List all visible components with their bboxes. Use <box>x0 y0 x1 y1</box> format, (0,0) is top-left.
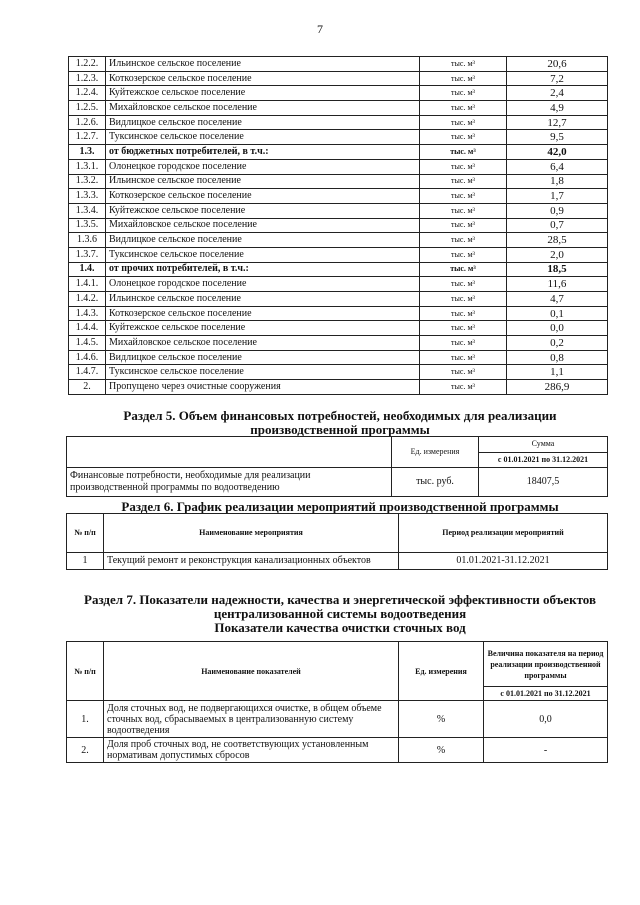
row-name: Коткозерское сельское поселение <box>106 189 420 204</box>
t3-header-num: № п/п <box>67 514 104 553</box>
row-number: 1.2.3. <box>69 71 106 86</box>
section7-subtitle: Показатели качества очистки сточных вод <box>214 620 466 635</box>
row-value: 2,4 <box>507 86 608 101</box>
row-number: 1.3.5. <box>69 218 106 233</box>
table-row <box>69 145 608 160</box>
row-number: 1.4.1. <box>69 277 106 292</box>
row-name: от прочих потребителей, в т.ч.: <box>106 262 420 277</box>
row-unit: тыс. м³ <box>420 350 507 365</box>
row-number: 1.2.2. <box>69 57 106 72</box>
row-value: 1,1 <box>507 365 608 380</box>
row-name: Коткозерское сельское поселение <box>106 306 420 321</box>
row-value: 0,2 <box>507 336 608 351</box>
row-name: Туксинское сельское поселение <box>106 130 420 145</box>
t4-row2-num: 2. <box>67 738 104 763</box>
row-number: 1.3.7. <box>69 247 106 262</box>
t2-header-unit: Ед. измерения <box>392 437 479 468</box>
row-value: 4,9 <box>507 101 608 116</box>
section7-title <box>60 593 620 635</box>
row-name: Видлицкое сельское поселение <box>106 115 420 130</box>
row-unit: тыс. м³ <box>420 306 507 321</box>
row-unit: тыс. м³ <box>420 174 507 189</box>
row-unit: тыс. м³ <box>420 189 507 204</box>
row-number: 1.4.7. <box>69 365 106 380</box>
t2-row-unit: тыс. руб. <box>392 468 479 497</box>
row-name: Видлицкое сельское поселение <box>106 350 420 365</box>
table-row <box>69 321 608 336</box>
row-unit: тыс. м³ <box>420 159 507 174</box>
t4-header-name: Наименование показателей <box>104 642 399 701</box>
row-value: 4,7 <box>507 292 608 307</box>
row-number: 1.4.4. <box>69 321 106 336</box>
t3-header-period: Период реализации мероприятий <box>399 514 608 553</box>
row-unit: тыс. м³ <box>420 71 507 86</box>
row-number: 1.2.7. <box>69 130 106 145</box>
row-unit: тыс. м³ <box>420 365 507 380</box>
row-value: 1,7 <box>507 189 608 204</box>
table-row <box>69 247 608 262</box>
row-unit: тыс. м³ <box>420 292 507 307</box>
row-value: 11,6 <box>507 277 608 292</box>
row-value: 18,5 <box>507 262 608 277</box>
row-value: 0,9 <box>507 203 608 218</box>
row-name: Ильинское сельское поселение <box>106 57 420 72</box>
row-value: 0,0 <box>507 321 608 336</box>
row-number: 1.4.6. <box>69 350 106 365</box>
row-name: Видлицкое сельское поселение <box>106 233 420 248</box>
row-name: Олонецкое городское поселение <box>106 277 420 292</box>
table-row <box>69 130 608 145</box>
financial-needs-table <box>66 436 608 497</box>
section5-title-line1: Раздел 5. Объем финансовых потребностей, необходимых для реализации <box>123 408 557 423</box>
row-value: 9,5 <box>507 130 608 145</box>
table-row <box>69 115 608 130</box>
row-name: Куйтежское сельское поселение <box>106 203 420 218</box>
table-row <box>69 218 608 233</box>
quality-indicators-table <box>66 641 608 763</box>
table-row <box>69 233 608 248</box>
t4-row2-name: Доля проб сточных вод, не соответствующих установленным нормативам допустимых сбросов <box>104 738 399 763</box>
table-row <box>69 365 608 380</box>
table-row <box>69 292 608 307</box>
row-number: 1.4.2. <box>69 292 106 307</box>
row-number: 1.3.6 <box>69 233 106 248</box>
row-unit: тыс. м³ <box>420 203 507 218</box>
t4-row1-value: 0,0 <box>484 701 608 738</box>
t4-header-unit: Ед. измерения <box>399 642 484 701</box>
row-name: Ильинское сельское поселение <box>106 292 420 307</box>
table-row <box>69 277 608 292</box>
row-unit: тыс. м³ <box>420 218 507 233</box>
table-row <box>69 101 608 116</box>
row-value: 28,5 <box>507 233 608 248</box>
table-row <box>69 71 608 86</box>
row-number: 1.4.3. <box>69 306 106 321</box>
row-name: от бюджетных потребителей, в т.ч.: <box>106 145 420 160</box>
row-name: Михайловское сельское поселение <box>106 101 420 116</box>
row-number: 1.3.2. <box>69 174 106 189</box>
t3-row-name: Текущий ремонт и реконструкция канализационных объектов <box>104 553 399 570</box>
row-value: 7,2 <box>507 71 608 86</box>
row-value: 0,8 <box>507 350 608 365</box>
row-name: Ильинское сельское поселение <box>106 174 420 189</box>
table-row <box>69 159 608 174</box>
row-unit: тыс. м³ <box>420 336 507 351</box>
t4-header-value: Величина показателя на период реализации производственной программы <box>484 642 608 687</box>
row-unit: тыс. м³ <box>420 321 507 336</box>
row-unit: тыс. м³ <box>420 262 507 277</box>
row-unit: тыс. м³ <box>420 115 507 130</box>
row-number: 1.3. <box>69 145 106 160</box>
row-number: 1.3.3. <box>69 189 106 204</box>
table-row <box>69 189 608 204</box>
row-value: 1,8 <box>507 174 608 189</box>
t4-row1-num: 1. <box>67 701 104 738</box>
row-name: Михайловское сельское поселение <box>106 218 420 233</box>
row-name: Куйтежское сельское поселение <box>106 86 420 101</box>
row-number: 1.3.1. <box>69 159 106 174</box>
t2-header-period: с 01.01.2021 по 31.12.2021 <box>479 452 608 468</box>
t4-row2-unit: % <box>399 738 484 763</box>
t3-row-period: 01.01.2021-31.12.2021 <box>399 553 608 570</box>
section5-title <box>60 409 620 437</box>
table-row <box>69 86 608 101</box>
row-unit: тыс. м³ <box>420 247 507 262</box>
table-row <box>69 203 608 218</box>
table-row <box>69 350 608 365</box>
row-unit: тыс. м³ <box>420 380 507 395</box>
row-name: Туксинское сельское поселение <box>106 247 420 262</box>
table-row <box>69 174 608 189</box>
t2-empty-header <box>67 437 392 468</box>
row-number: 1.2.4. <box>69 86 106 101</box>
row-value: 20,6 <box>507 57 608 72</box>
row-value: 0,7 <box>507 218 608 233</box>
t4-row1-unit: % <box>399 701 484 738</box>
table-row <box>69 57 608 72</box>
row-name: Пропущено через очистные сооружения <box>106 380 420 395</box>
t2-row-name: Финансовые потребности, необходимые для реализации производственной программы по водоотведению <box>67 468 392 497</box>
row-unit: тыс. м³ <box>420 57 507 72</box>
row-unit: тыс. м³ <box>420 277 507 292</box>
t4-header-period: с 01.01.2021 по 31.12.2021 <box>484 687 608 701</box>
wastewater-volume-table <box>68 56 608 395</box>
page-number: 7 <box>317 22 323 36</box>
t3-row-num: 1 <box>67 553 104 570</box>
row-value: 286,9 <box>507 380 608 395</box>
row-name: Коткозерское сельское поселение <box>106 71 420 86</box>
row-value: 12,7 <box>507 115 608 130</box>
row-number: 2. <box>69 380 106 395</box>
row-unit: тыс. м³ <box>420 101 507 116</box>
row-value: 2,0 <box>507 247 608 262</box>
table-row <box>69 336 608 351</box>
row-number: 1.2.6. <box>69 115 106 130</box>
table-row <box>69 380 608 395</box>
t2-row-value: 18407,5 <box>479 468 608 497</box>
t3-header-name: Наименование мероприятия <box>104 514 399 553</box>
table-row <box>69 262 608 277</box>
section7-title-line2: централизованной системы водоотведения <box>213 606 467 621</box>
row-name: Олонецкое городское поселение <box>106 159 420 174</box>
row-number: 1.2.5. <box>69 101 106 116</box>
row-value: 42,0 <box>507 145 608 160</box>
row-name: Туксинское сельское поселение <box>106 365 420 380</box>
row-name: Куйтежское сельское поселение <box>106 321 420 336</box>
schedule-table <box>66 513 608 570</box>
row-number: 1.4. <box>69 262 106 277</box>
section7-title-line1: Раздел 7. Показатели надежности, качества и энергетической эффективности объектов <box>84 592 596 607</box>
section5-title-line2: производственной программы <box>250 422 430 437</box>
row-unit: тыс. м³ <box>420 233 507 248</box>
t4-row1-name: Доля сточных вод, не подвергающихся очистке, в общем объеме сточных вод, сбрасываемых в централизованную систему водоотведения <box>104 701 399 738</box>
t2-header-sum: Сумма <box>479 437 608 453</box>
row-value: 0,1 <box>507 306 608 321</box>
row-number: 1.3.4. <box>69 203 106 218</box>
row-unit: тыс. м³ <box>420 145 507 160</box>
row-unit: тыс. м³ <box>420 86 507 101</box>
row-value: 6,4 <box>507 159 608 174</box>
table-row <box>69 306 608 321</box>
t4-header-num: № п/п <box>67 642 104 701</box>
row-unit: тыс. м³ <box>420 130 507 145</box>
t4-row2-value: - <box>484 738 608 763</box>
row-name: Михайловское сельское поселение <box>106 336 420 351</box>
section6-title: Раздел 6. График реализации мероприятий производственной программы <box>121 499 559 514</box>
row-number: 1.4.5. <box>69 336 106 351</box>
